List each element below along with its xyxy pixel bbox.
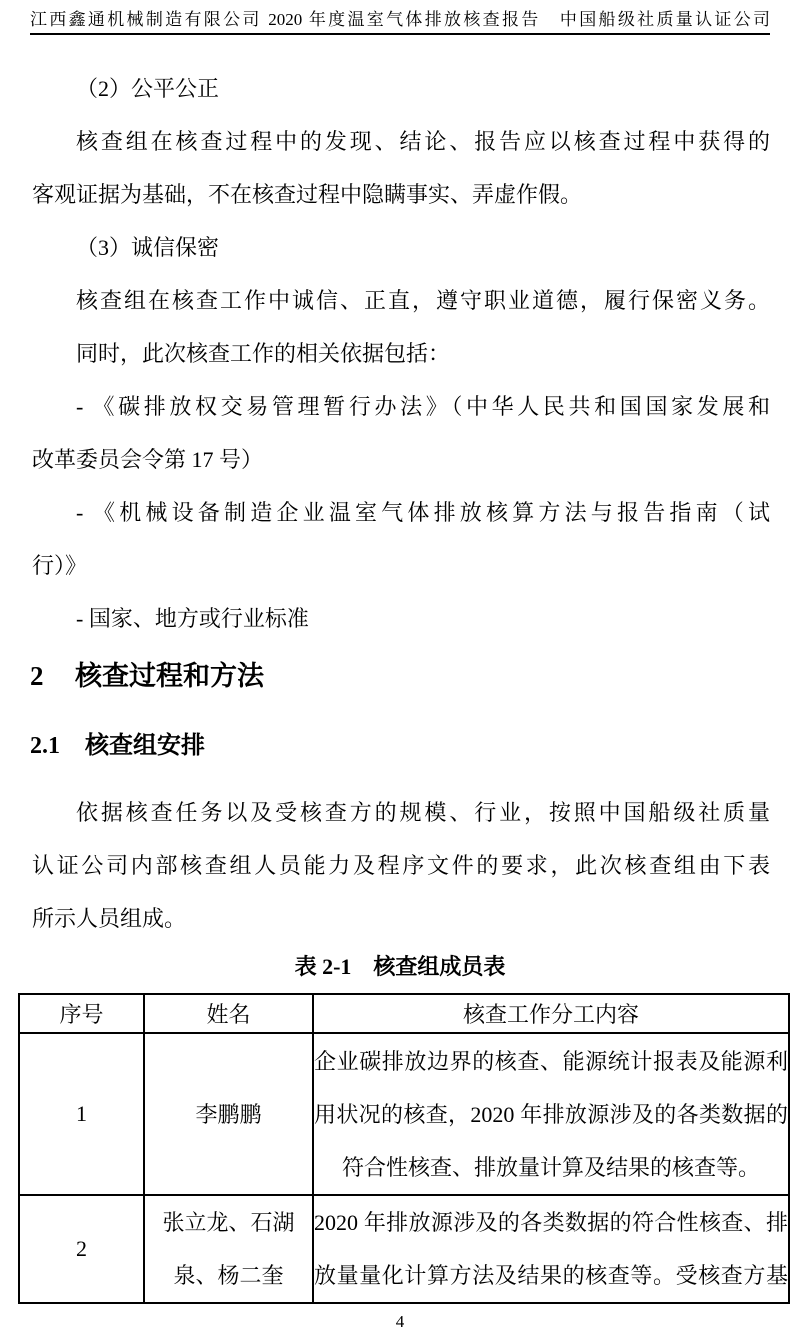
page-header (30, 0, 770, 35)
content-line: 符合性核查、排放量计算及结果的核查等。 (341, 1154, 760, 1180)
table-caption-label: 表 2-1 (294, 954, 352, 979)
table-header-row (19, 994, 789, 1033)
content-line: 2020 年排放源涉及的各类数据的符合性核查、排 (314, 1210, 788, 1235)
section-heading-2 (30, 650, 770, 703)
body-line: - 国家、地方或行业标准 (76, 606, 309, 631)
cell-no: 2 (19, 1195, 144, 1303)
name-line: 张立龙、石湖 (162, 1210, 295, 1235)
body-line: 核查组在核查工作中诚信、正直，遵守职业道德，履行保密义务。 (76, 288, 770, 313)
body-line: （2）公平公正 (76, 76, 220, 101)
team-table (18, 993, 790, 1304)
body-line: 客观证据为基础，不在核查过程中隐瞒事实、弄虚作假。 (32, 182, 583, 207)
body-line: （3）诚信保密 (76, 235, 220, 260)
cell-name (144, 1195, 313, 1303)
body-text (32, 62, 770, 645)
section-number: 2.1 (30, 733, 60, 759)
body-line: 同时，此次核查工作的相关依据包括： (76, 341, 451, 366)
paragraph-line: 所示人员组成。 (32, 906, 187, 931)
body-line: 改革委员会令第 17 号） (32, 447, 264, 472)
name-line: 李鹏鹏 (195, 1101, 262, 1127)
name-line: 泉、杨二奎 (173, 1263, 284, 1288)
content-line: 放量量化计算方法及结果的核查等。受核查方基 (314, 1263, 788, 1288)
page-number: 4 (395, 1312, 405, 1330)
section-title: 核查过程和方法 (75, 661, 264, 691)
column-header-content: 核查工作分工内容 (313, 994, 789, 1033)
cell-content (313, 1195, 789, 1303)
cell-content (313, 1033, 789, 1195)
table-row (19, 1195, 789, 1303)
column-header-no: 序号 (19, 994, 144, 1033)
column-header-name: 姓名 (144, 994, 313, 1033)
table-row (19, 1033, 789, 1195)
paragraph-line: 依据核查任务以及受核查方的规模、行业，按照中国船级社质量 (76, 800, 770, 825)
section-heading-2-1 (30, 720, 770, 773)
section-title: 核查组安排 (85, 733, 205, 759)
table-caption (30, 947, 770, 987)
section-2-1-paragraph (32, 786, 770, 945)
content-line: 企业碳排放边界的核查、能源统计报表及能源利 (314, 1048, 788, 1074)
body-line: - 《碳排放权交易管理暂行办法》（中华人民共和国国家发展和 (76, 394, 770, 419)
content-line: 用状况的核查，2020 年排放源涉及的各类数据的 (314, 1101, 788, 1127)
cell-no: 1 (19, 1033, 144, 1195)
paragraph-line: 认证公司内部核查组人员能力及程序文件的要求，此次核查组由下表 (32, 853, 770, 878)
section-number: 2 (30, 661, 44, 691)
table-caption-title: 核查组成员表 (373, 954, 506, 979)
body-line: - 《机械设备制造企业温室气体排放核算方法与报告指南（试 (76, 500, 771, 525)
header-title: 江西鑫通机械制造有限公司 2020 年度温室气体排放核查报告 中国船级社质量认证公司 (30, 10, 770, 29)
cell-name (144, 1033, 313, 1195)
body-line: 核查组在核查过程中的发现、结论、报告应以核查过程中获得的 (76, 129, 770, 154)
body-line: 行）》 (32, 553, 88, 578)
